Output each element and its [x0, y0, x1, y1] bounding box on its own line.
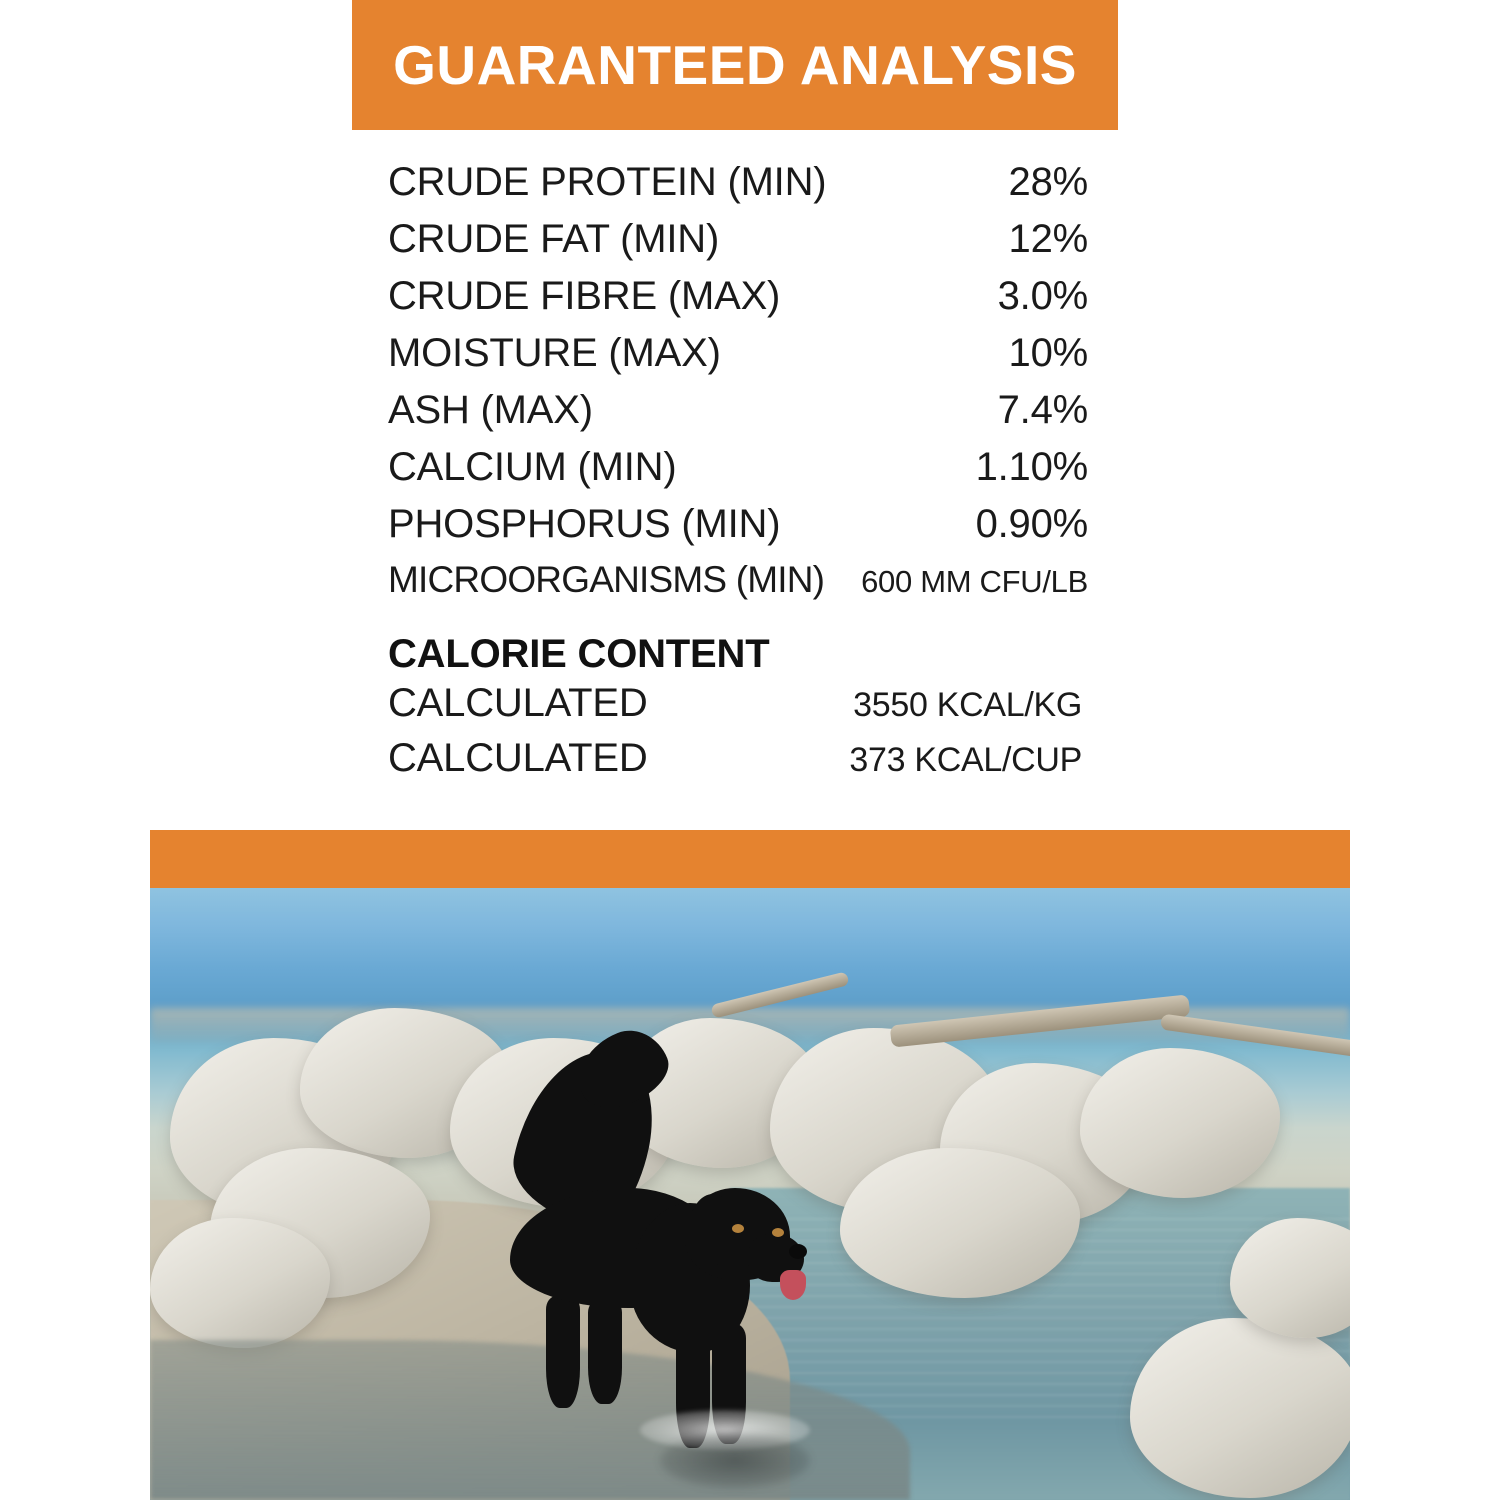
guaranteed-analysis-header — [352, 0, 1118, 130]
dog-reflection — [660, 1433, 810, 1488]
nutrient-label: ASH (MAX) — [388, 388, 593, 432]
table-row — [388, 736, 1088, 791]
calorie-value: 373 KCAL/CUP — [849, 741, 1082, 779]
table-row — [388, 160, 1088, 217]
nutrient-value: 10% — [1008, 331, 1088, 375]
table-row — [388, 217, 1088, 274]
table-row — [388, 388, 1088, 445]
dog-leg — [588, 1300, 622, 1404]
dog-leg — [546, 1296, 580, 1408]
nutrient-label: CRUDE FAT (MIN) — [388, 217, 720, 261]
dog-eye — [772, 1228, 784, 1237]
table-row — [388, 331, 1088, 388]
guaranteed-analysis-table — [388, 160, 1088, 791]
dog-nose — [789, 1244, 807, 1259]
calorie-content-title: CALORIE CONTENT — [388, 632, 770, 676]
photo-accent-bar — [150, 830, 1350, 888]
table-row — [388, 559, 1088, 616]
nutrient-label: CRUDE PROTEIN (MIN) — [388, 160, 827, 204]
nutrient-label: MOISTURE (MAX) — [388, 331, 721, 375]
table-row — [388, 502, 1088, 559]
nutrient-value: 7.4% — [997, 388, 1088, 432]
nutrient-value: 0.90% — [975, 502, 1088, 546]
table-row — [388, 274, 1088, 331]
rock — [1130, 1318, 1350, 1498]
nutrient-label: CRUDE FIBRE (MAX) — [388, 274, 781, 318]
dog-tongue — [780, 1270, 806, 1300]
nutrient-value: 12% — [1008, 217, 1088, 261]
nutrient-label: CALCIUM (MIN) — [388, 445, 677, 489]
table-row — [388, 681, 1088, 736]
calorie-label: CALCULATED — [388, 681, 648, 725]
dog-eye — [732, 1224, 744, 1233]
nutrient-value: 600 MM CFU/LB — [861, 564, 1088, 599]
nutrient-value: 1.10% — [975, 445, 1088, 489]
page-title: GUARANTEED ANALYSIS — [393, 33, 1077, 96]
nutrient-label: PHOSPHORUS (MIN) — [388, 502, 781, 546]
table-row — [388, 445, 1088, 502]
nutrient-value: 3.0% — [997, 274, 1088, 318]
nutrient-value: 28% — [1008, 160, 1088, 204]
lifestyle-photo-block — [150, 830, 1350, 1500]
nutrient-label: MICROORGANISMS (MIN) — [388, 559, 825, 600]
calorie-label: CALCULATED — [388, 736, 648, 780]
dog-subject — [480, 1038, 810, 1438]
dog-photo — [150, 888, 1350, 1500]
calorie-value: 3550 KCAL/KG — [853, 686, 1082, 724]
